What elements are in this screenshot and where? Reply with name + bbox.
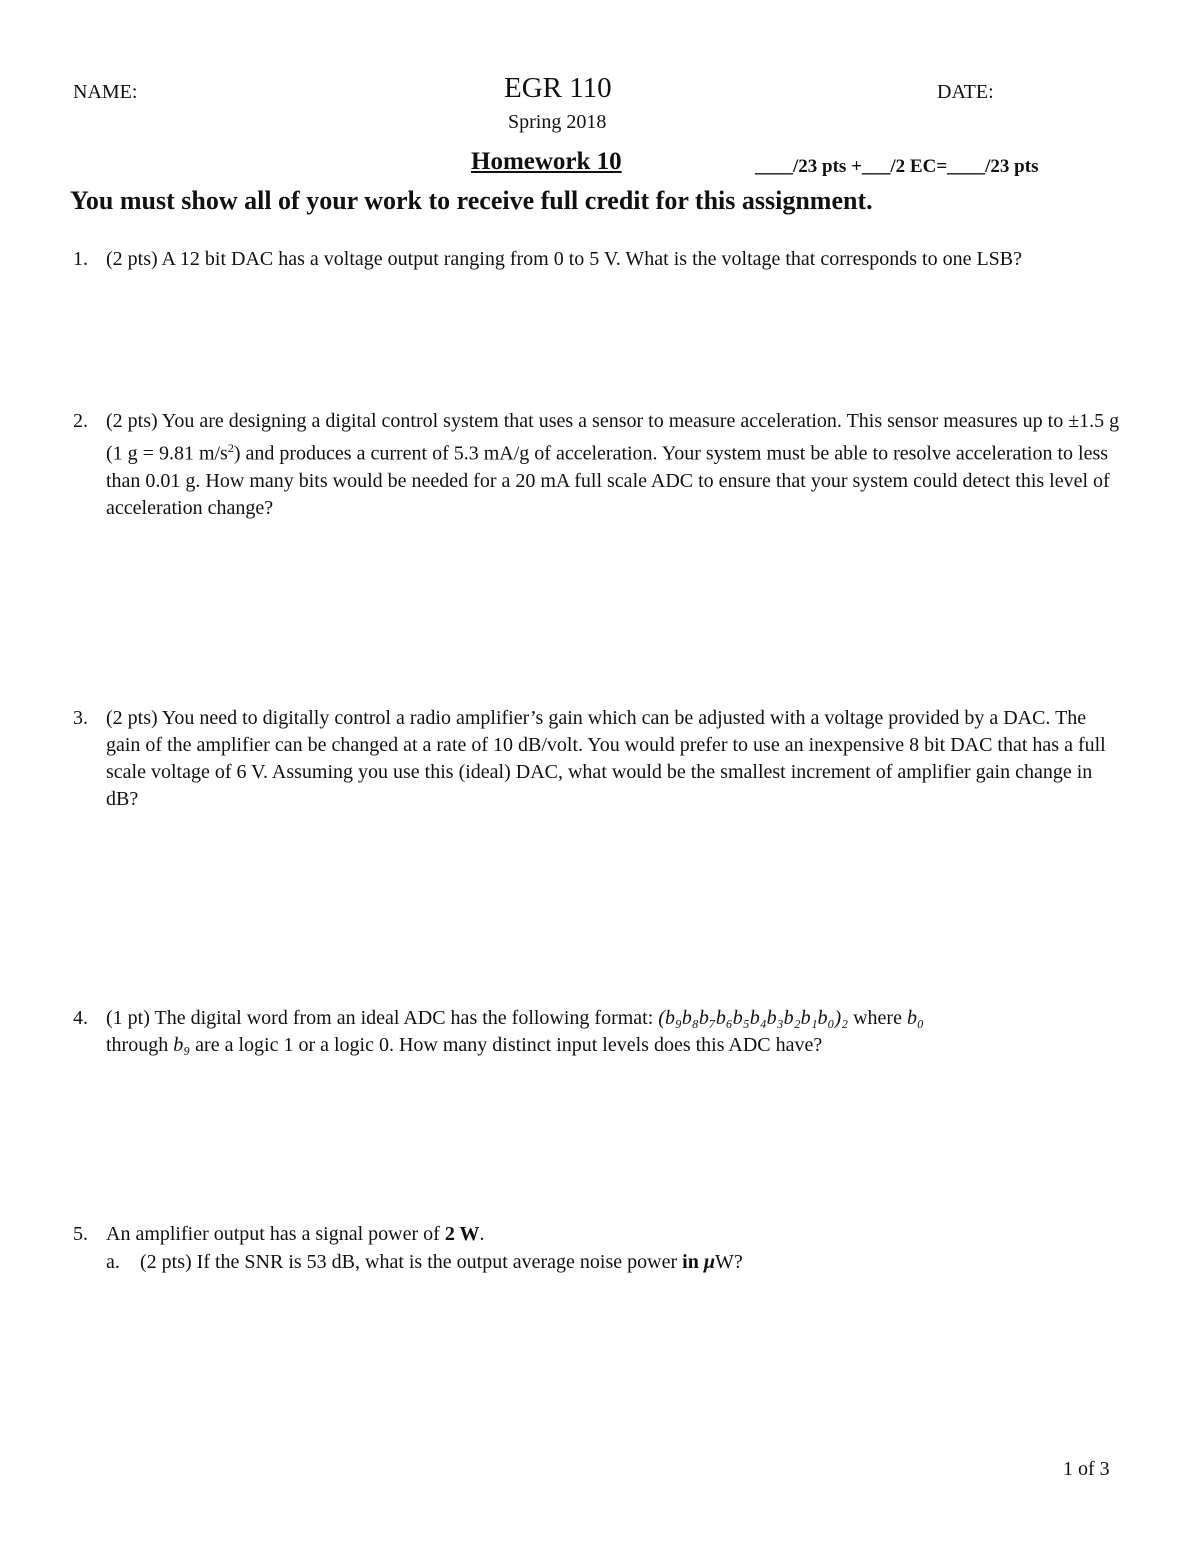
bit-b0: b₀ xyxy=(906,1007,924,1029)
signal-power: 2 W xyxy=(444,1223,480,1245)
term: Spring 2018 xyxy=(508,111,607,133)
question-text: An amplifier output has a signal power of 2 W. xyxy=(106,1223,485,1245)
question-number: 1. xyxy=(73,248,88,270)
subquestion-text: (2 pts) If the SNR is 53 dB, what is the output average noise power in μW? xyxy=(140,1251,743,1273)
question-text: (1 pt) The digital word from an ideal ADC has the following format: (b₉b₈b₇b₆b₅b₄b₃b₂b₁b₀)₂ where b₀ through b₉ are a logic 1 or a logic 0. How many distinct input levels does this ADC have? xyxy=(106,1007,924,1056)
question-5 xyxy=(73,1221,1123,1248)
question-5a xyxy=(106,1249,1106,1276)
question-text: (2 pts) You are designing a digital control system that uses a sensor to measure acceleration. This sensor measures up to ±1.5 g (1 g = 9.81 $m/s^2$) and produces a current of 5.3 mA/g of acceleration. Your system must be able to resolve acceleration to less than 0.01 g. How many bits would be needed for a 20 mA full scale ADC to ensure that your system could detect this level of acceleration change? xyxy=(106,410,1120,519)
mu-symbol: μ xyxy=(703,1251,715,1273)
name-label: NAME: xyxy=(73,81,138,103)
superscript: 2 xyxy=(227,441,234,455)
digital-word: (b₉b₈b₇b₆b₅b₄b₃b₂b₁b₀)₂ xyxy=(658,1007,849,1029)
question-text: (2 pts) A 12 bit DAC has a voltage output ranging from 0 to 5 V. What is the voltage that corresponds to one LSB? xyxy=(106,248,1022,270)
homework-title: Homework 10 xyxy=(471,148,622,175)
question-number: 3. xyxy=(73,707,88,729)
question-3 xyxy=(73,705,1123,813)
subquestion-label: a. xyxy=(106,1251,120,1273)
course-code: EGR 110 xyxy=(504,72,612,104)
score-line: ____/23 pts +___/2 EC=____/23 pts xyxy=(755,156,1039,177)
date-label: DATE: xyxy=(937,81,994,103)
question-1 xyxy=(73,246,1123,273)
question-4 xyxy=(73,1005,1123,1059)
instructions: You must show all of your work to receive full credit for this assignment. xyxy=(70,186,873,215)
question-number: 5. xyxy=(73,1223,88,1245)
question-text: (2 pts) You need to digitally control a radio amplifier’s gain which can be adjusted with a voltage provided by a DAC. The gain of the amplifier can be changed at a rate of 10 dB/volt. You would prefer to use an inexpensive 8 bit DAC that has a full scale voltage of 6 V. Assuming you use this (ideal) DAC, what would be the smallest increment of amplifier gain change in dB? xyxy=(106,707,1106,810)
question-2 xyxy=(73,408,1123,522)
question-number: 4. xyxy=(73,1007,88,1029)
page-number: 1 of 3 xyxy=(1063,1458,1110,1480)
bit-b9: b₉ xyxy=(173,1034,191,1056)
question-number: 2. xyxy=(73,410,88,432)
